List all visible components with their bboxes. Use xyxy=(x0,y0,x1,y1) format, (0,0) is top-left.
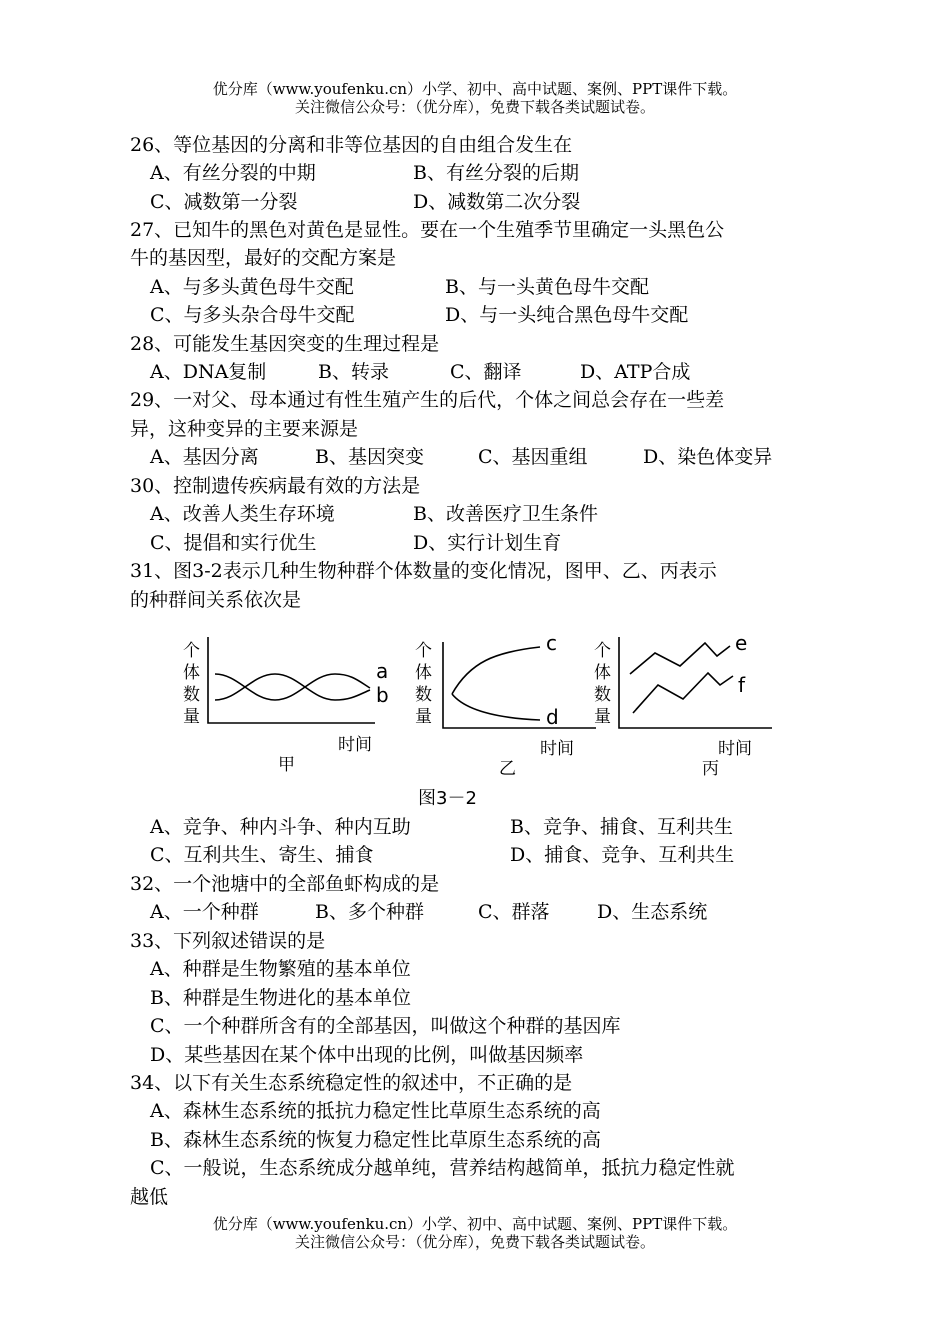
panel-bing-ylabel-1: 个 xyxy=(594,641,611,661)
figure-caption: 图3－2 xyxy=(418,788,477,809)
q29-option-a: A、基因分离 xyxy=(150,446,259,468)
panel-yi-ylabel-4: 量 xyxy=(415,707,432,727)
q27-stem-line2: 牛的基因型，最好的交配方案是 xyxy=(130,247,397,269)
panel-yi-xlabel: 时间 xyxy=(540,739,574,759)
panel-yi-ylabel-1: 个 xyxy=(415,641,432,661)
panel-yi-curve-d xyxy=(452,694,540,720)
panel-bing-curve-f-label: f xyxy=(738,673,746,697)
q27-option-d: D、与一头纯合黑色母牛交配 xyxy=(445,304,689,326)
q30-stem: 30、控制遗传疾病最有效的方法是 xyxy=(130,475,421,497)
q29-option-b: B、基因突变 xyxy=(315,446,424,468)
q31-option-a: A、竞争、种内斗争、种内互助 xyxy=(150,816,411,838)
q27-option-b: B、与一头黄色母牛交配 xyxy=(445,276,649,298)
page-footer-line1: 优分库（www.youfenku.cn）小学、初中、高中试题、案例、PPT课件下载。 xyxy=(212,1215,738,1233)
q31-stem-line2: 的种群间关系依次是 xyxy=(130,589,302,611)
page-header-line1: 优分库（www.youfenku.cn）小学、初中、高中试题、案例、PPT课件下载。 xyxy=(212,80,738,98)
q29-option-c: C、基因重组 xyxy=(478,446,588,468)
q31-option-d: D、捕食、竞争、互利共生 xyxy=(510,844,735,866)
page-header-line2: 关注微信公众号：（优分库），免费下载各类试题试卷。 xyxy=(294,98,655,116)
q32-option-d: D、生态系统 xyxy=(597,901,708,923)
panel-bing-curve-f xyxy=(633,673,733,713)
q27-option-c: C、与多头杂合母牛交配 xyxy=(150,304,355,326)
q31-stem-line1: 31、图3-2表示几种生物种群个体数量的变化情况，图甲、乙、丙表示 xyxy=(130,560,717,582)
panel-bing-xlabel: 时间 xyxy=(718,739,752,759)
panel-yi-ylabel-2: 体 xyxy=(415,663,432,683)
panel-jia-xlabel: 时间 xyxy=(338,735,372,755)
panel-jia-curve-b xyxy=(215,674,370,700)
q27-stem-line1: 27、已知牛的黑色对黄色是显性。要在一个生殖季节里确定一头黑色公 xyxy=(130,219,725,241)
q34-stem: 34、以下有关生态系统稳定性的叙述中，不正确的是 xyxy=(130,1072,573,1094)
q33-option-a: A、种群是生物繁殖的基本单位 xyxy=(150,958,411,980)
q30-option-c: C、提倡和实行优生 xyxy=(150,532,317,554)
panel-yi-axes xyxy=(443,642,596,728)
panel-jia-ylabel-3: 数 xyxy=(183,685,200,705)
panel-yi-name: 乙 xyxy=(499,759,516,779)
panel-bing-curve-e-label: e xyxy=(735,631,748,655)
panel-jia-ylabel-2: 体 xyxy=(183,663,200,683)
panel-bing-ylabel-3: 数 xyxy=(594,685,611,705)
q26-stem: 26、等位基因的分离和非等位基因的自由组合发生在 xyxy=(130,134,573,156)
page-footer-line2: 关注微信公众号：（优分库），免费下载各类试题试卷。 xyxy=(294,1233,655,1251)
q31-option-c: C、互利共生、寄生、捕食 xyxy=(150,844,374,866)
q31-option-b: B、竞争、捕食、互利共生 xyxy=(510,816,733,838)
panel-yi-curve-c-label: c xyxy=(546,631,557,655)
q34-option-b: B、森林生态系统的恢复力稳定性比草原生态系统的高 xyxy=(150,1129,601,1151)
q30-option-b: B、改善医疗卫生条件 xyxy=(413,503,598,525)
panel-yi-curve-c xyxy=(452,647,540,694)
figure-3-2 xyxy=(0,622,950,822)
q29-stem-line1: 29、一对父、母本通过有性生殖产生的后代，个体之间总会存在一些差 xyxy=(130,389,725,411)
q28-option-b: B、转录 xyxy=(318,361,389,383)
q33-option-c: C、一个种群所含有的全部基因，叫做这个种群的基因库 xyxy=(150,1015,621,1037)
q30-option-d: D、实行计划生育 xyxy=(413,532,562,554)
q28-option-c: C、翻译 xyxy=(450,361,522,383)
panel-jia-name: 甲 xyxy=(278,755,295,775)
q28-stem: 28、可能发生基因突变的生理过程是 xyxy=(130,333,440,355)
q27-option-a: A、与多头黄色母牛交配 xyxy=(150,276,354,298)
panel-jia-curve-a xyxy=(215,674,370,700)
q32-stem: 32、一个池塘中的全部鱼虾构成的是 xyxy=(130,873,440,895)
q34-option-c-line1: C、一般说，生态系统成分越单纯，营养结构越简单，抵抗力稳定性就 xyxy=(150,1157,735,1179)
panel-jia-ylabel-1: 个 xyxy=(183,641,200,661)
q30-option-a: A、改善人类生存环境 xyxy=(150,503,335,525)
panel-jia-curve-b-label: b xyxy=(376,683,389,707)
q32-option-a: A、一个种群 xyxy=(150,901,259,923)
q26-option-b: B、有丝分裂的后期 xyxy=(413,162,579,184)
panel-bing-ylabel-2: 体 xyxy=(594,663,611,683)
q33-option-d: D、某些基因在某个体中出现的比例，叫做基因频率 xyxy=(150,1044,584,1066)
panel-bing-axes xyxy=(619,637,772,728)
panel-bing-ylabel-4: 量 xyxy=(594,707,611,727)
panel-jia-ylabel-4: 量 xyxy=(183,707,200,727)
panel-yi-curve-d-label: d xyxy=(546,705,559,729)
q26-option-c: C、减数第一分裂 xyxy=(150,191,298,213)
q29-stem-line2: 异，这种变异的主要来源是 xyxy=(130,418,359,440)
panel-bing-curve-e xyxy=(630,643,730,674)
q33-stem: 33、下列叙述错误的是 xyxy=(130,930,326,952)
q26-option-a: A、有丝分裂的中期 xyxy=(150,162,316,184)
panel-yi-ylabel-3: 数 xyxy=(415,685,432,705)
q34-option-a: A、森林生态系统的抵抗力稳定性比草原生态系统的高 xyxy=(150,1100,601,1122)
q32-option-c: C、群落 xyxy=(478,901,550,923)
q26-option-d: D、减数第二次分裂 xyxy=(413,191,581,213)
q34-option-c-line2: 越低 xyxy=(130,1186,169,1208)
q29-option-d: D、染色体变异 xyxy=(643,446,773,468)
q33-option-b: B、种群是生物进化的基本单位 xyxy=(150,987,411,1009)
q28-option-a: A、DNA复制 xyxy=(150,361,267,383)
panel-bing-name: 丙 xyxy=(702,759,719,779)
panel-jia-curve-a-label: a xyxy=(376,659,389,683)
q32-option-b: B、多个种群 xyxy=(315,901,424,923)
q28-option-d: D、ATP合成 xyxy=(580,361,691,383)
